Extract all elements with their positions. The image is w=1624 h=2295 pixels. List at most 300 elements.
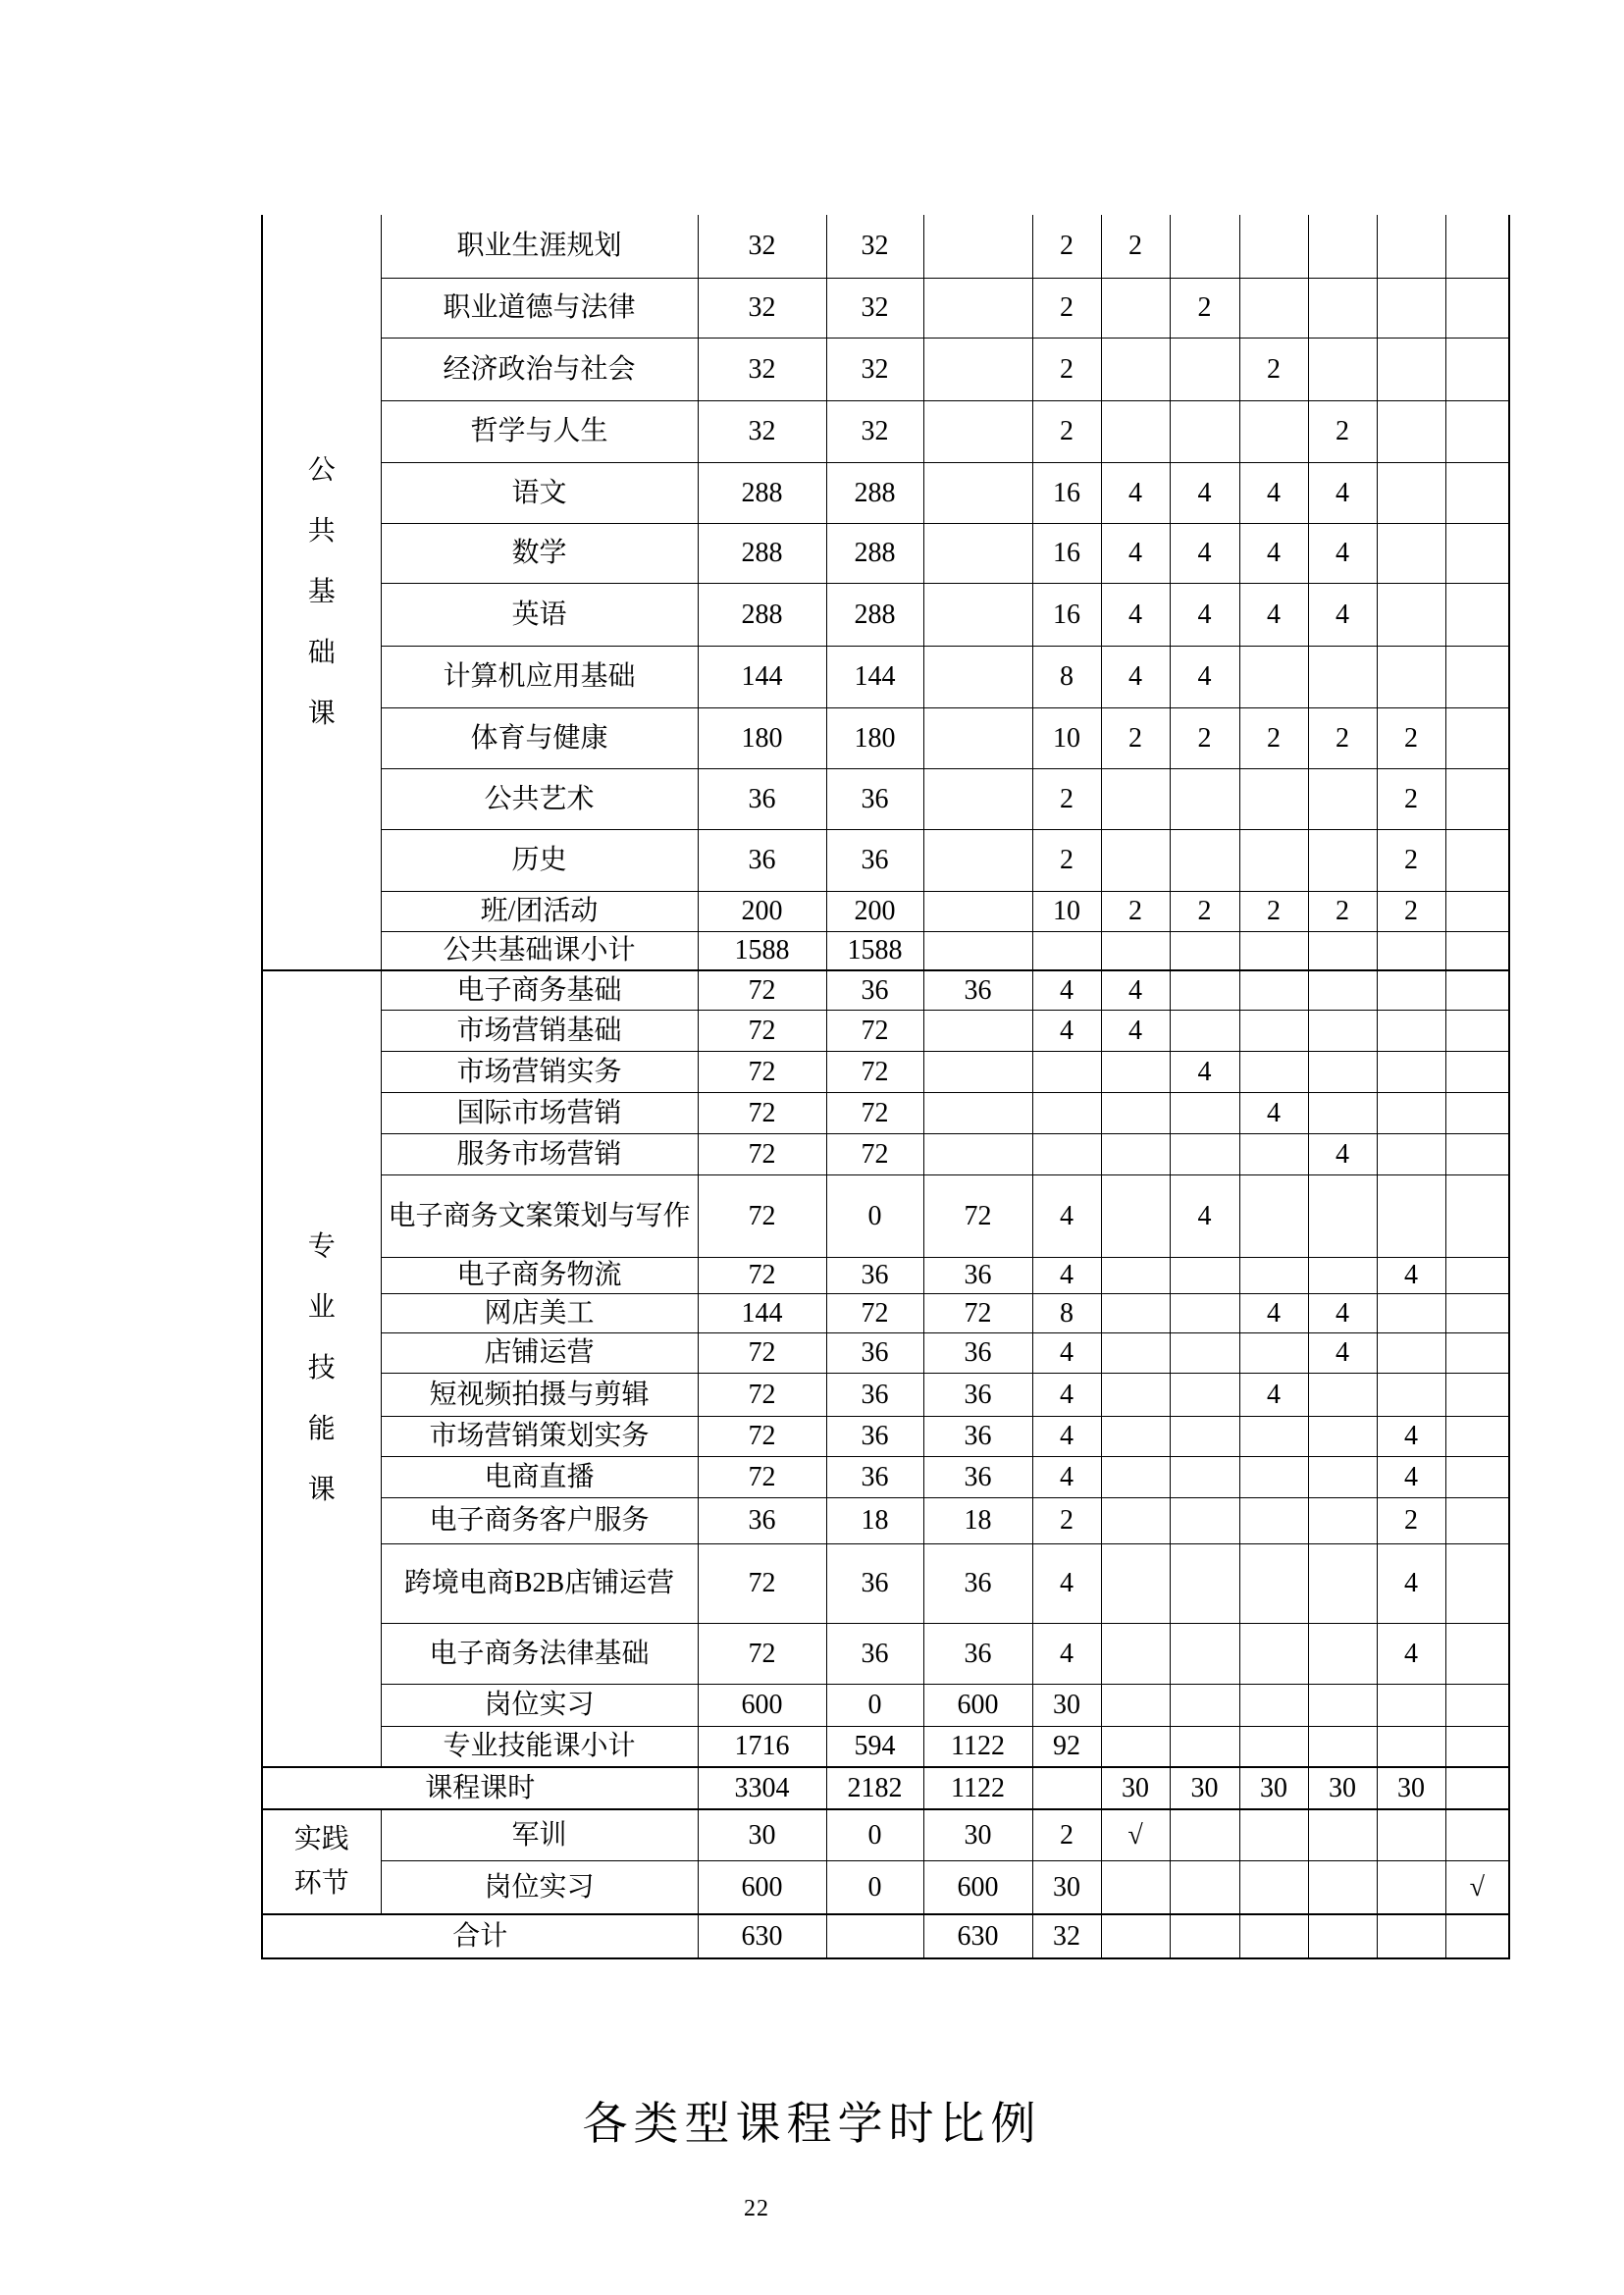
sem6-cell xyxy=(1445,462,1509,523)
total-hours-cell: 180 xyxy=(698,707,826,768)
theory-hours-cell: 36 xyxy=(826,768,923,829)
practice-hours-cell: 36 xyxy=(923,1623,1032,1684)
sem2-cell xyxy=(1170,215,1239,278)
practice-hours-cell xyxy=(923,523,1032,583)
sem4-cell xyxy=(1308,278,1377,338)
sem6-cell xyxy=(1445,1456,1509,1497)
sem1-cell: 2 xyxy=(1101,707,1170,768)
theory-hours-cell: 72 xyxy=(826,1010,923,1051)
practice-hours-cell: 1122 xyxy=(923,1726,1032,1767)
theory-hours-cell: 72 xyxy=(826,1051,923,1092)
total-hours-cell: 72 xyxy=(698,1623,826,1684)
sem5-cell xyxy=(1377,1726,1445,1767)
total-hours-cell: 288 xyxy=(698,523,826,583)
theory-hours-cell: 200 xyxy=(826,891,923,931)
credits-cell: 4 xyxy=(1032,1332,1101,1373)
total-hours-cell: 32 xyxy=(698,338,826,400)
credits-cell xyxy=(1032,1767,1101,1809)
sem1-cell: 4 xyxy=(1101,1010,1170,1051)
theory-hours-cell: 36 xyxy=(826,829,923,891)
table-row xyxy=(262,523,1509,583)
sem3-cell: 4 xyxy=(1239,523,1308,583)
sem1-cell xyxy=(1101,931,1170,970)
total-hours-cell: 288 xyxy=(698,462,826,523)
sem4-cell: 2 xyxy=(1308,400,1377,462)
category-label: 公 共 基 础 课 xyxy=(307,454,336,729)
credits-cell: 8 xyxy=(1032,1293,1101,1332)
credits-cell: 2 xyxy=(1032,1809,1101,1860)
credits-cell xyxy=(1032,1092,1101,1133)
credits-cell: 92 xyxy=(1032,1726,1101,1767)
practice-hours-cell: 36 xyxy=(923,1543,1032,1623)
total-hours-cell: 72 xyxy=(698,1332,826,1373)
credits-cell: 4 xyxy=(1032,1174,1101,1257)
theory-hours-cell: 594 xyxy=(826,1726,923,1767)
sem1-cell xyxy=(1101,1332,1170,1373)
practice-hours-cell: 36 xyxy=(923,1456,1032,1497)
total-hours-cell: 72 xyxy=(698,1456,826,1497)
sem2-cell xyxy=(1170,1373,1239,1416)
sem6-cell xyxy=(1445,1293,1509,1332)
sem5-cell xyxy=(1377,523,1445,583)
sem4-cell xyxy=(1308,1914,1377,1958)
total-hours-cell: 72 xyxy=(698,1133,826,1174)
sem2-cell xyxy=(1170,400,1239,462)
sem4-cell xyxy=(1308,1174,1377,1257)
table-row xyxy=(262,970,1509,1010)
total-hours-cell: 200 xyxy=(698,891,826,931)
course-name-cell: 电子商务物流 xyxy=(381,1257,698,1293)
sem3-cell xyxy=(1239,1133,1308,1174)
sem1-cell: 4 xyxy=(1101,523,1170,583)
category-cell xyxy=(262,215,381,970)
sem5-cell xyxy=(1377,1051,1445,1092)
sem3-cell xyxy=(1239,768,1308,829)
practice-hours-cell xyxy=(923,1092,1032,1133)
practice-hours-cell xyxy=(923,707,1032,768)
sem6-cell xyxy=(1445,1809,1509,1860)
sem4-cell: 2 xyxy=(1308,891,1377,931)
sem6-cell xyxy=(1445,583,1509,646)
table-row xyxy=(262,646,1509,707)
sem2-cell xyxy=(1170,1726,1239,1767)
sem1-cell xyxy=(1101,400,1170,462)
total-hours-cell: 72 xyxy=(698,1543,826,1623)
sem5-cell xyxy=(1377,1174,1445,1257)
credits-cell: 30 xyxy=(1032,1860,1101,1914)
sem3-cell: 4 xyxy=(1239,1092,1308,1133)
sem1-cell: 30 xyxy=(1101,1767,1170,1809)
sem3-cell xyxy=(1239,1684,1308,1726)
sem1-cell xyxy=(1101,768,1170,829)
category-cell xyxy=(262,1809,381,1914)
table-row xyxy=(262,1726,1509,1767)
sem5-cell xyxy=(1377,1809,1445,1860)
credits-cell: 2 xyxy=(1032,1497,1101,1543)
credits-cell xyxy=(1032,1133,1101,1174)
sem2-cell xyxy=(1170,1293,1239,1332)
credits-cell xyxy=(1032,931,1101,970)
sem4-cell xyxy=(1308,1543,1377,1623)
table-row xyxy=(262,1543,1509,1623)
page-number: 22 xyxy=(744,2196,769,2221)
sem3-cell xyxy=(1239,1543,1308,1623)
sem6-cell xyxy=(1445,1174,1509,1257)
table-row xyxy=(262,768,1509,829)
sem4-cell: 4 xyxy=(1308,583,1377,646)
sem2-cell xyxy=(1170,1416,1239,1456)
credits-cell: 4 xyxy=(1032,1543,1101,1623)
credits-cell: 4 xyxy=(1032,1456,1101,1497)
practice-hours-cell xyxy=(923,462,1032,523)
table-row xyxy=(262,462,1509,523)
practice-hours-cell xyxy=(923,931,1032,970)
sem4-cell: 2 xyxy=(1308,707,1377,768)
total-hours-cell: 72 xyxy=(698,1092,826,1133)
sem5-cell xyxy=(1377,1373,1445,1416)
practice-hours-cell xyxy=(923,583,1032,646)
sem4-cell: 30 xyxy=(1308,1767,1377,1809)
sem5-cell xyxy=(1377,1010,1445,1051)
table-row xyxy=(262,338,1509,400)
sem5-cell xyxy=(1377,1914,1445,1958)
curriculum-table xyxy=(261,215,1510,1959)
course-name-cell: 体育与健康 xyxy=(381,707,698,768)
sem4-cell xyxy=(1308,646,1377,707)
course-name-cell: 短视频拍摄与剪辑 xyxy=(381,1373,698,1416)
table-row xyxy=(262,829,1509,891)
sem2-cell xyxy=(1170,970,1239,1010)
sem2-cell: 2 xyxy=(1170,707,1239,768)
sem3-cell xyxy=(1239,1257,1308,1293)
sem5-cell xyxy=(1377,1332,1445,1373)
course-name-cell: 语文 xyxy=(381,462,698,523)
theory-hours-cell: 32 xyxy=(826,400,923,462)
theory-hours-cell: 0 xyxy=(826,1684,923,1726)
sem4-cell xyxy=(1308,1684,1377,1726)
sem1-cell xyxy=(1101,1623,1170,1684)
sem6-cell xyxy=(1445,931,1509,970)
sem5-cell xyxy=(1377,1092,1445,1133)
sem1-cell xyxy=(1101,1497,1170,1543)
sem5-cell: 2 xyxy=(1377,891,1445,931)
total-hours-cell: 600 xyxy=(698,1684,826,1726)
sem1-cell xyxy=(1101,829,1170,891)
sem4-cell: 4 xyxy=(1308,1133,1377,1174)
theory-hours-cell xyxy=(826,1914,923,1958)
sem5-cell xyxy=(1377,583,1445,646)
course-name-cell: 岗位实习 xyxy=(381,1860,698,1914)
sem5-cell xyxy=(1377,646,1445,707)
course-name-cell: 合计 xyxy=(262,1914,698,1958)
sem4-cell xyxy=(1308,1726,1377,1767)
total-hours-cell: 630 xyxy=(698,1914,826,1958)
sem4-cell xyxy=(1308,1051,1377,1092)
sem5-cell: 4 xyxy=(1377,1623,1445,1684)
sem5-cell xyxy=(1377,278,1445,338)
table-row xyxy=(262,1293,1509,1332)
sem4-cell xyxy=(1308,931,1377,970)
sem6-cell xyxy=(1445,1623,1509,1684)
sem4-cell xyxy=(1308,1373,1377,1416)
table-row xyxy=(262,1684,1509,1726)
sem3-cell xyxy=(1239,278,1308,338)
course-name-cell: 数学 xyxy=(381,523,698,583)
sem2-cell xyxy=(1170,829,1239,891)
theory-hours-cell: 36 xyxy=(826,1456,923,1497)
total-hours-cell: 1588 xyxy=(698,931,826,970)
credits-cell: 8 xyxy=(1032,646,1101,707)
course-name-cell: 英语 xyxy=(381,583,698,646)
category-label: 实践 环节 xyxy=(293,1823,349,1899)
sem2-cell: 30 xyxy=(1170,1767,1239,1809)
sem2-cell: 4 xyxy=(1170,646,1239,707)
sem2-cell xyxy=(1170,1684,1239,1726)
table-row xyxy=(262,278,1509,338)
course-name-cell: 电子商务法律基础 xyxy=(381,1623,698,1684)
theory-hours-cell: 0 xyxy=(826,1860,923,1914)
practice-hours-cell: 30 xyxy=(923,1809,1032,1860)
sem5-cell xyxy=(1377,1684,1445,1726)
sem1-cell xyxy=(1101,1051,1170,1092)
course-name-cell: 电商直播 xyxy=(381,1456,698,1497)
sem3-cell: 4 xyxy=(1239,583,1308,646)
sem3-cell xyxy=(1239,970,1308,1010)
sem6-cell xyxy=(1445,523,1509,583)
total-hours-cell: 36 xyxy=(698,829,826,891)
theory-hours-cell: 36 xyxy=(826,1373,923,1416)
sem4-cell xyxy=(1308,1456,1377,1497)
sem4-cell xyxy=(1308,829,1377,891)
course-name-cell: 职业生涯规划 xyxy=(381,215,698,278)
credits-cell: 4 xyxy=(1032,970,1101,1010)
sem1-cell: 2 xyxy=(1101,215,1170,278)
course-name-cell: 历史 xyxy=(381,829,698,891)
total-hours-cell: 72 xyxy=(698,1010,826,1051)
table-row xyxy=(262,1257,1509,1293)
sem1-cell xyxy=(1101,1257,1170,1293)
practice-hours-cell xyxy=(923,829,1032,891)
sem3-cell xyxy=(1239,1051,1308,1092)
sem1-cell xyxy=(1101,1293,1170,1332)
course-name-cell: 公共艺术 xyxy=(381,768,698,829)
sem3-cell xyxy=(1239,1456,1308,1497)
sem5-cell xyxy=(1377,462,1445,523)
sem5-cell: 2 xyxy=(1377,768,1445,829)
credits-cell: 2 xyxy=(1032,400,1101,462)
sem5-cell xyxy=(1377,338,1445,400)
credits-cell: 16 xyxy=(1032,583,1101,646)
course-name-cell: 班/团活动 xyxy=(381,891,698,931)
table-row xyxy=(262,707,1509,768)
credits-cell: 4 xyxy=(1032,1416,1101,1456)
credits-cell: 30 xyxy=(1032,1684,1101,1726)
sem2-cell xyxy=(1170,1543,1239,1623)
theory-hours-cell: 36 xyxy=(826,970,923,1010)
sem1-cell xyxy=(1101,278,1170,338)
sem5-cell: 2 xyxy=(1377,707,1445,768)
table-row xyxy=(262,1914,1509,1958)
course-name-cell: 军训 xyxy=(381,1809,698,1860)
sem3-cell xyxy=(1239,1497,1308,1543)
practice-hours-cell: 18 xyxy=(923,1497,1032,1543)
sem6-cell xyxy=(1445,1726,1509,1767)
sem5-cell: 4 xyxy=(1377,1257,1445,1293)
sem2-cell: 4 xyxy=(1170,1174,1239,1257)
table-row xyxy=(262,1416,1509,1456)
sem3-cell: 4 xyxy=(1239,1293,1308,1332)
sem4-cell: 4 xyxy=(1308,462,1377,523)
sem1-cell xyxy=(1101,1543,1170,1623)
sem3-cell: 2 xyxy=(1239,707,1308,768)
sem6-cell xyxy=(1445,768,1509,829)
sem3-cell xyxy=(1239,1914,1308,1958)
sem2-cell xyxy=(1170,1456,1239,1497)
sem4-cell xyxy=(1308,1416,1377,1456)
sem4-cell xyxy=(1308,1092,1377,1133)
category-cell xyxy=(262,970,381,1767)
sem5-cell xyxy=(1377,970,1445,1010)
sem6-cell: √ xyxy=(1445,1860,1509,1914)
total-hours-cell: 144 xyxy=(698,1293,826,1332)
sem2-cell: 4 xyxy=(1170,523,1239,583)
practice-hours-cell xyxy=(923,891,1032,931)
course-name-cell: 电子商务文案策划与写作 xyxy=(381,1174,698,1257)
sem6-cell xyxy=(1445,1684,1509,1726)
practice-hours-cell: 36 xyxy=(923,1332,1032,1373)
table-row xyxy=(262,1332,1509,1373)
sem3-cell xyxy=(1239,1623,1308,1684)
credits-cell: 2 xyxy=(1032,829,1101,891)
credits-cell xyxy=(1032,1051,1101,1092)
sem5-cell xyxy=(1377,400,1445,462)
credits-cell: 4 xyxy=(1032,1257,1101,1293)
credits-cell: 32 xyxy=(1032,1914,1101,1958)
sem6-cell xyxy=(1445,278,1509,338)
sem6-cell xyxy=(1445,1092,1509,1133)
sem5-cell: 2 xyxy=(1377,1497,1445,1543)
sem3-cell xyxy=(1239,1860,1308,1914)
table-row xyxy=(262,1010,1509,1051)
sem5-cell: 4 xyxy=(1377,1416,1445,1456)
table-row xyxy=(262,1456,1509,1497)
sem4-cell xyxy=(1308,338,1377,400)
theory-hours-cell: 288 xyxy=(826,583,923,646)
sem1-cell: 4 xyxy=(1101,462,1170,523)
sem3-cell: 4 xyxy=(1239,462,1308,523)
sem3-cell: 30 xyxy=(1239,1767,1308,1809)
sem5-cell xyxy=(1377,1860,1445,1914)
table-row xyxy=(262,400,1509,462)
sem5-cell: 4 xyxy=(1377,1456,1445,1497)
sem4-cell xyxy=(1308,1257,1377,1293)
sem1-cell xyxy=(1101,1133,1170,1174)
theory-hours-cell: 0 xyxy=(826,1809,923,1860)
theory-hours-cell: 36 xyxy=(826,1543,923,1623)
sem1-cell xyxy=(1101,1174,1170,1257)
sem2-cell xyxy=(1170,1623,1239,1684)
theory-hours-cell: 0 xyxy=(826,1174,923,1257)
sem2-cell xyxy=(1170,338,1239,400)
sem1-cell xyxy=(1101,1860,1170,1914)
sem2-cell xyxy=(1170,1010,1239,1051)
course-name-cell: 跨境电商B2B店铺运营 xyxy=(381,1543,698,1623)
sem6-cell xyxy=(1445,1543,1509,1623)
sem6-cell xyxy=(1445,1416,1509,1456)
sem6-cell xyxy=(1445,891,1509,931)
sem2-cell: 4 xyxy=(1170,583,1239,646)
sem6-cell xyxy=(1445,970,1509,1010)
sem3-cell xyxy=(1239,1416,1308,1456)
total-hours-cell: 36 xyxy=(698,1497,826,1543)
credits-cell: 2 xyxy=(1032,215,1101,278)
total-hours-cell: 600 xyxy=(698,1860,826,1914)
credits-cell: 16 xyxy=(1032,462,1101,523)
credits-cell: 4 xyxy=(1032,1623,1101,1684)
course-name-cell: 市场营销策划实务 xyxy=(381,1416,698,1456)
sem2-cell xyxy=(1170,1257,1239,1293)
sem6-cell xyxy=(1445,215,1509,278)
sem3-cell xyxy=(1239,1726,1308,1767)
sem6-cell xyxy=(1445,1373,1509,1416)
course-name-cell: 国际市场营销 xyxy=(381,1092,698,1133)
sem4-cell xyxy=(1308,768,1377,829)
total-hours-cell: 72 xyxy=(698,970,826,1010)
sem2-cell xyxy=(1170,1860,1239,1914)
practice-hours-cell: 630 xyxy=(923,1914,1032,1958)
practice-hours-cell: 600 xyxy=(923,1684,1032,1726)
theory-hours-cell: 36 xyxy=(826,1332,923,1373)
sem1-cell xyxy=(1101,1684,1170,1726)
sem3-cell xyxy=(1239,931,1308,970)
theory-hours-cell: 144 xyxy=(826,646,923,707)
total-hours-cell: 30 xyxy=(698,1809,826,1860)
sem2-cell: 2 xyxy=(1170,891,1239,931)
sem1-cell xyxy=(1101,338,1170,400)
sem1-cell xyxy=(1101,1092,1170,1133)
credits-cell: 4 xyxy=(1032,1010,1101,1051)
practice-hours-cell xyxy=(923,1051,1032,1092)
sem5-cell xyxy=(1377,931,1445,970)
sem3-cell xyxy=(1239,1010,1308,1051)
sem6-cell xyxy=(1445,1010,1509,1051)
theory-hours-cell: 72 xyxy=(826,1133,923,1174)
course-name-cell: 计算机应用基础 xyxy=(381,646,698,707)
table-row xyxy=(262,1092,1509,1133)
course-name-cell: 岗位实习 xyxy=(381,1684,698,1726)
sem2-cell xyxy=(1170,768,1239,829)
credits-cell: 10 xyxy=(1032,707,1101,768)
theory-hours-cell: 180 xyxy=(826,707,923,768)
sem3-cell: 4 xyxy=(1239,1373,1308,1416)
table-row xyxy=(262,1373,1509,1416)
sem2-cell: 2 xyxy=(1170,278,1239,338)
sem3-cell xyxy=(1239,1174,1308,1257)
course-name-cell: 市场营销基础 xyxy=(381,1010,698,1051)
sem4-cell xyxy=(1308,1623,1377,1684)
sem1-cell xyxy=(1101,1456,1170,1497)
credits-cell: 2 xyxy=(1032,768,1101,829)
table-row xyxy=(262,583,1509,646)
sem1-cell: √ xyxy=(1101,1809,1170,1860)
curriculum-table-body xyxy=(262,215,1509,1958)
practice-hours-cell: 36 xyxy=(923,1416,1032,1456)
course-name-cell: 市场营销实务 xyxy=(381,1051,698,1092)
total-hours-cell: 72 xyxy=(698,1416,826,1456)
sem3-cell xyxy=(1239,646,1308,707)
practice-hours-cell xyxy=(923,278,1032,338)
practice-hours-cell: 36 xyxy=(923,970,1032,1010)
